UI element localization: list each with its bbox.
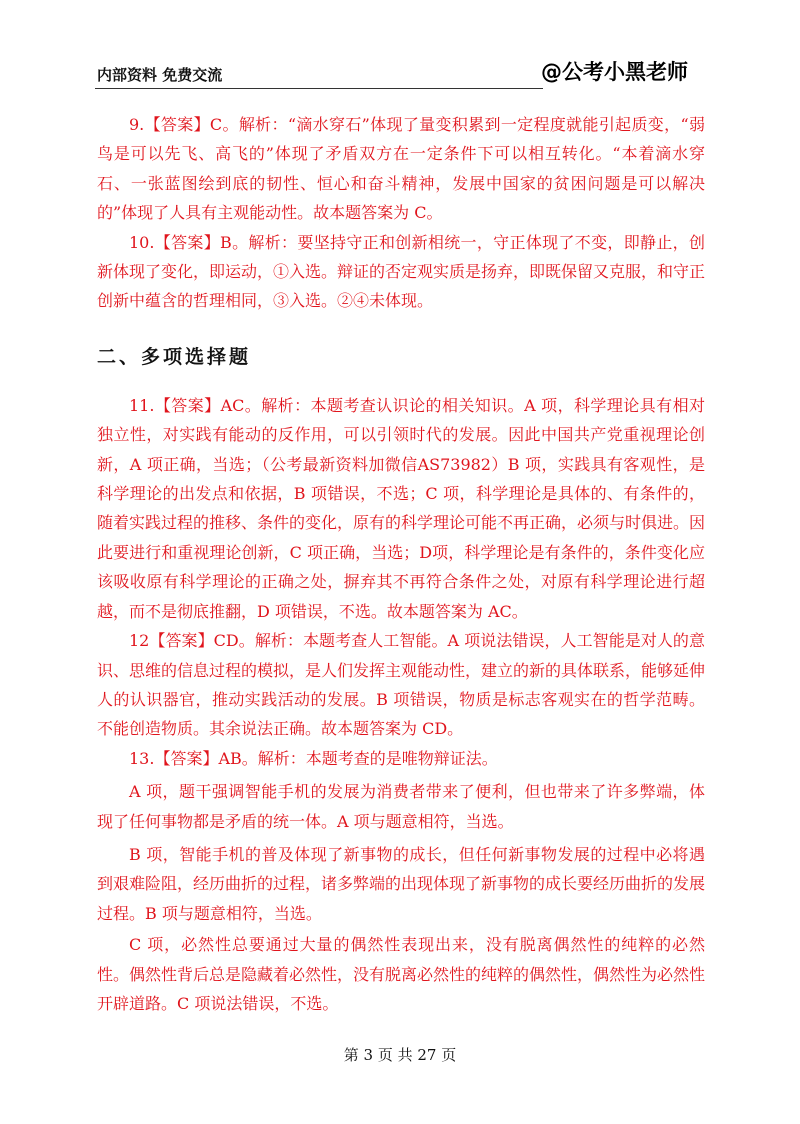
answer-q13-option-b: B 项，智能手机的普及体现了新事物的成长，但任何新事物发展的过程中必将遇到艰难险阻，经历曲折的过程，诸多弊端的出现体现了新事物的成长要经历曲折的发展过程。B 项与题意相符，当选。	[97, 844, 706, 923]
header-divider	[95, 88, 543, 89]
section-title-multiple-choice: 二、多项选择题	[97, 345, 252, 368]
answer-q10: 10.【答案】B。解析：要坚持守正和创新相统一，守正体现了不变，即静止，创新体现了变化，即运动，①入选。辩证的否定观实质是扬弃，即既保留又克服，和守正创新中蕴含的哲理相同，③入选。②④未体现。	[97, 232, 706, 311]
answer-q12: 12【答案】CD。解析：本题考查人工智能。A 项说法错误，人工智能是对人的意识、思维的信息过程的模拟，是人们发挥主观能动性，建立的新的具体联系，能够延伸人的认识器官，推动实践活动的发展。B 项错误，物质是标志客观实在的哲学范畴。不能创造物质。其余说法正确。故本题答案为 CD。	[97, 631, 706, 739]
answer-q9: 9.【答案】C。解析：“滴水穿石”体现了量变积累到一定程度就能引起质变，“弱鸟是可以先飞、高飞的”体现了矛盾双方在一定条件下可以相互转化。“本着滴水穿石、一张蓝图绘到底的韧性、恒心和奋斗精神，发展中国家的贫困问题是可以解决的”体现了人具有主观能动性。故本题答案为 C。	[97, 115, 705, 223]
answer-q13-option-a: A 项，题干强调智能手机的发展为消费者带来了便利，但也带来了许多弊端，体现了任何事物都是矛盾的统一体。A 项与题意相符，当选。	[97, 782, 705, 831]
header-note: 内部资料 免费交流	[97, 66, 223, 84]
page-number: 第 3 页 共 27 页	[343, 1046, 457, 1064]
answer-q11: 11.【答案】AC。解析：本题考查认识论的相关知识。A 项，科学理论具有相对独立性，对实践有能动的反作用，可以引领时代的发展。因此中国共产党重视理论创新，A 项正确，当选；（公考最新资料加微信AS73982）B 项，实践具有客观性，是科学理论的出发点和依据，B 项错误，不选；C 项，科学理论是具体的、有条件的，随着实践过程的推移、条件的变化，原有的科学理论可能不再正确，必须与时俱进。因此要进行和重视理论创新，C 项正确，当选；D项，科学理论是有条件的，条件变化应该吸收原有科学理论的正确之处，摒弃其不再符合条件之处，对原有科学理论进行超越，而不是彻底推翻，D 项错误，不选。故本题答案为 AC。	[97, 395, 706, 621]
answer-q13-option-c: C 项，必然性总要通过大量的偶然性表现出来，没有脱离偶然性的纯粹的必然性。偶然性背后总是隐藏着必然性，没有脱离必然性的纯粹的偶然性，偶然性为必然性开辟道路。C 项说法错误，不选。	[97, 935, 706, 1013]
answer-q13: 13.【答案】AB。解析：本题考查的是唯物辩证法。	[129, 748, 498, 768]
answer-content	[97, 110, 705, 1018]
header-author-handle: @公考小黑老师	[541, 60, 688, 84]
